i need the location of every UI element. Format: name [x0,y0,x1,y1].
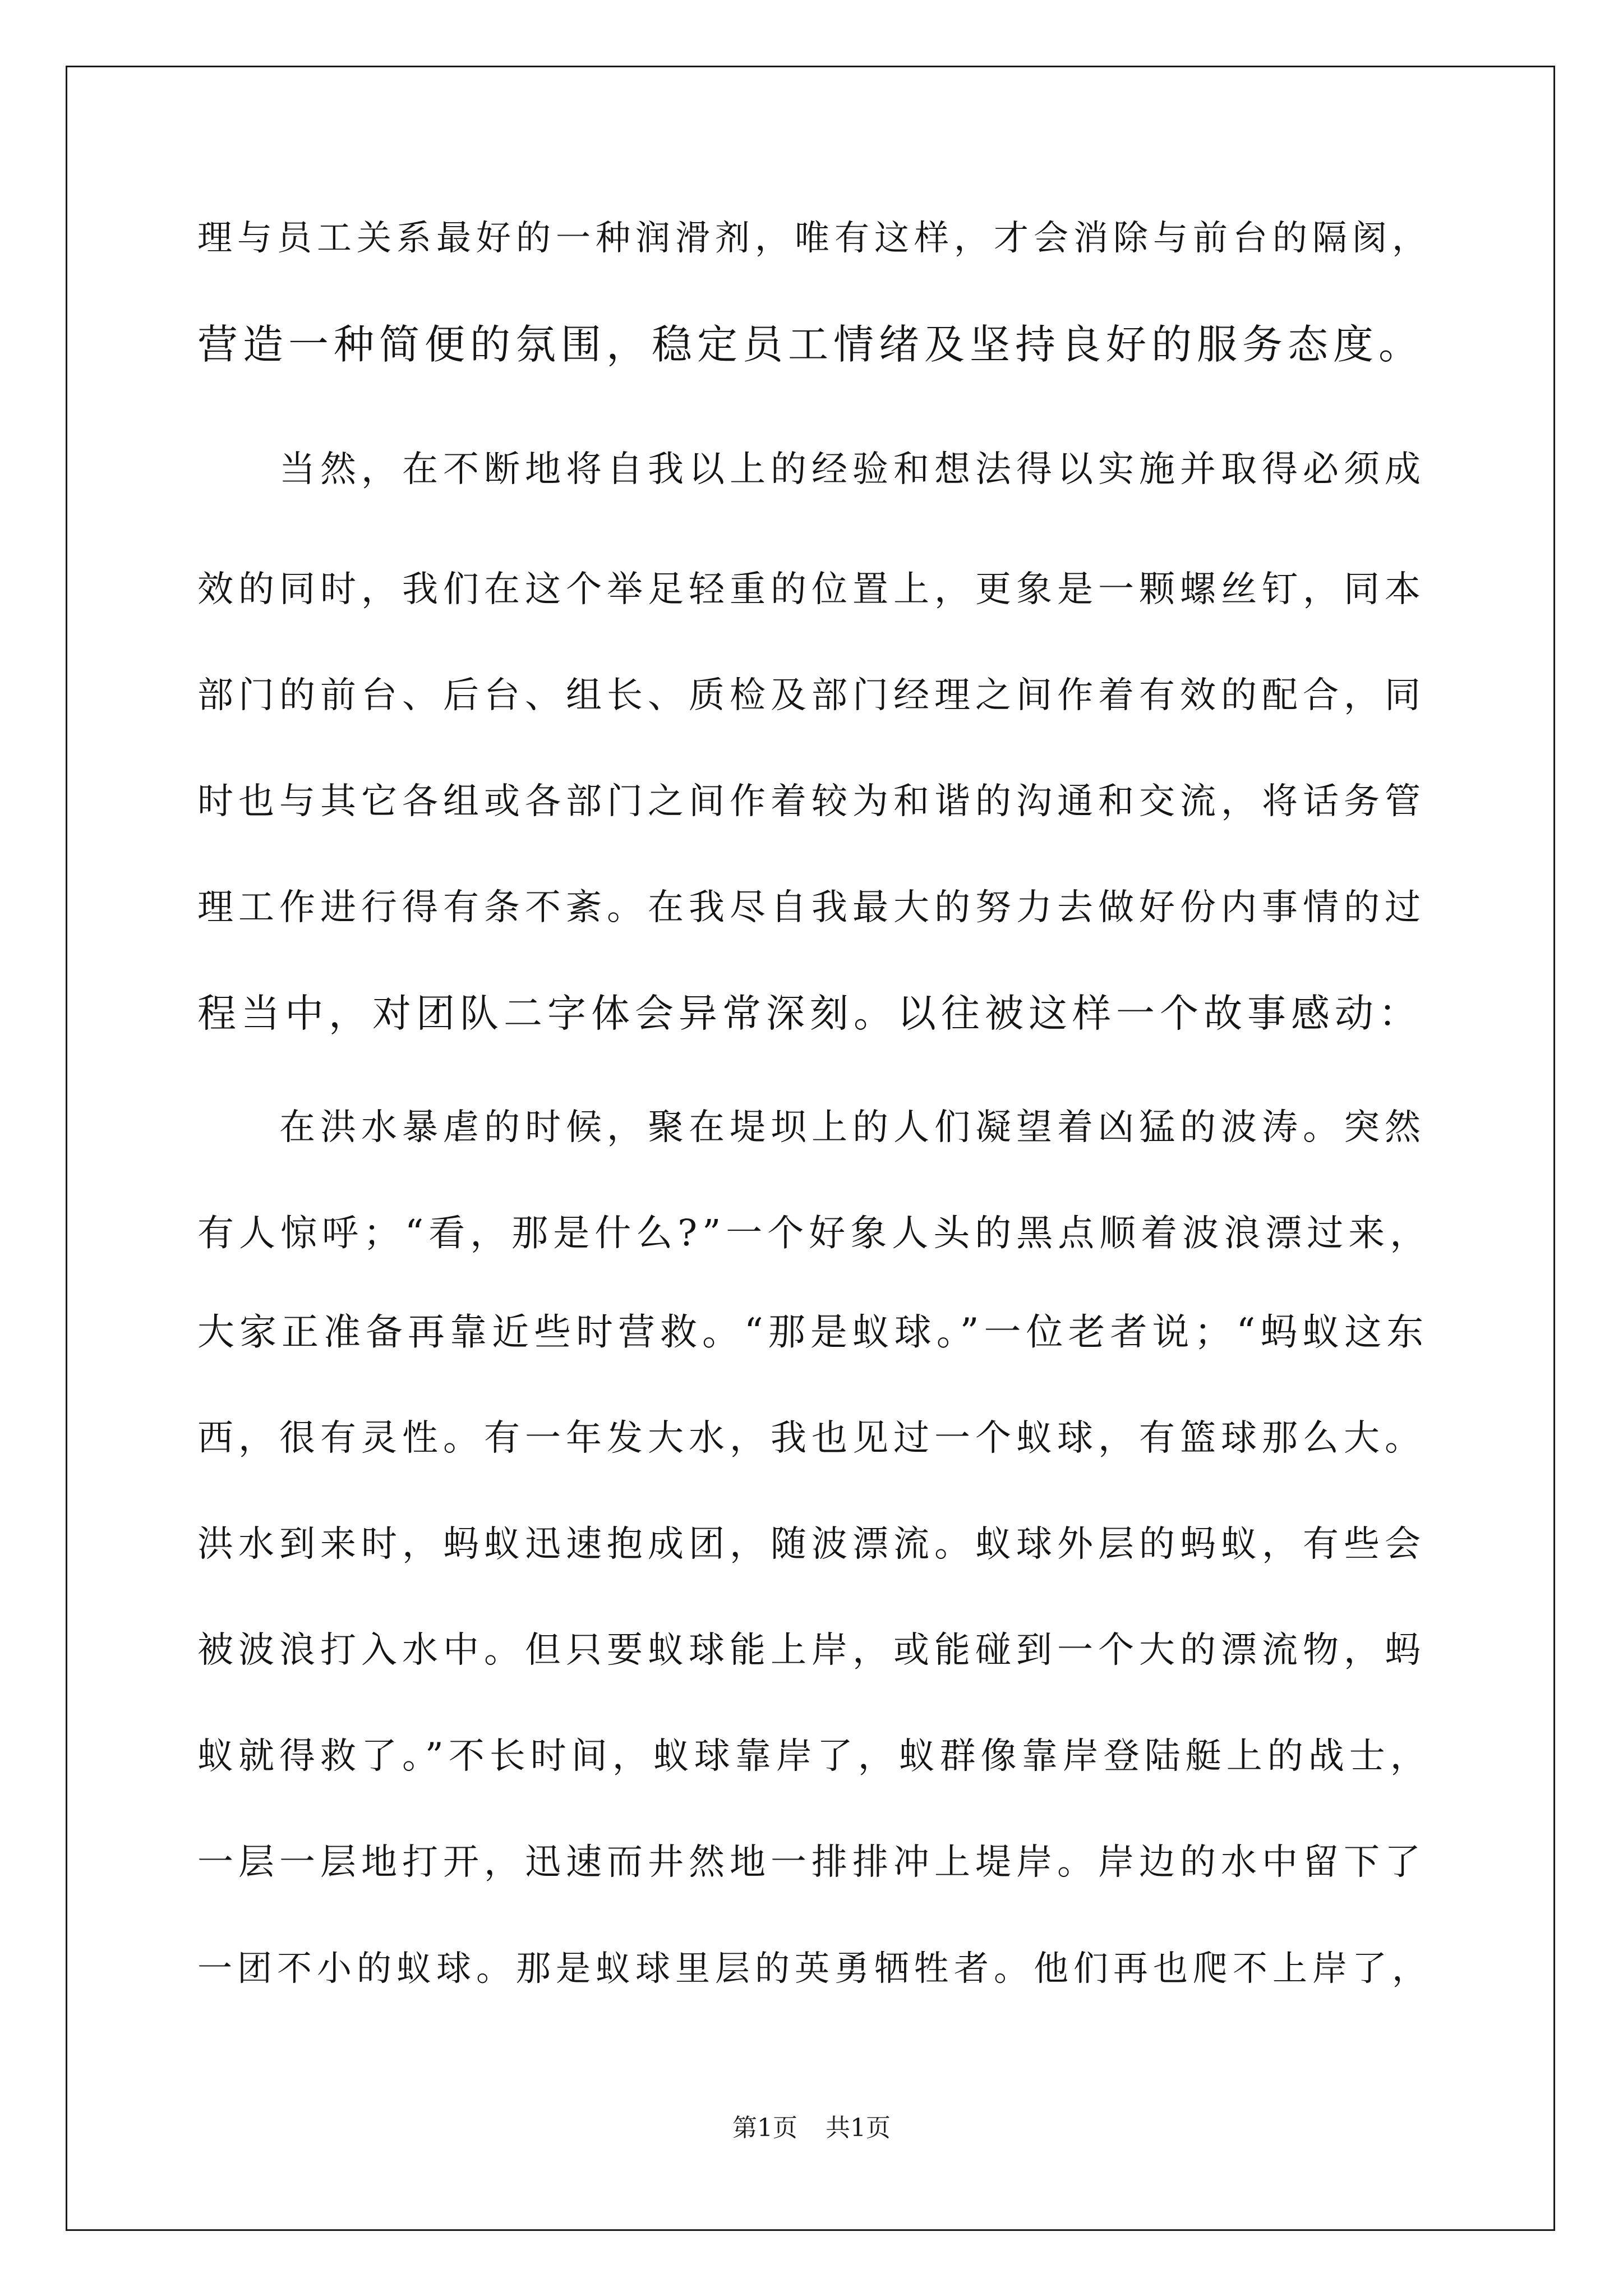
page-total: 共1页 [826,2114,891,2142]
text-line: 营造一种简便的氛围，稳定员工情绪及坚持良好的服务态度。 [197,321,1424,368]
page-number: 第1页 [732,2114,797,2142]
text-line: 一团不小的蚁球。那是蚁球里层的英勇牺牲者。他们再也爬不上岸了， [197,1948,1432,1989]
text-line: 蚁就得救了。”不长时间，蚁球靠岸了，蚁群像靠岸登陆艇上的战士， [197,1736,1431,1777]
text-line: 有人惊呼；“看，那是什么?”一个好象人头的黑点顺着波浪漂过来， [197,1212,1432,1254]
text-line: 当然，在不断地将自我以上的经验和想法得以实施并取得必须成 [197,449,1426,490]
text-line: 程当中，对团队二字体会异常深刻。以往被这样一个故事感动： [197,991,1422,1036]
text-line: 理工作进行得有条不紊。在我尽自我最大的努力去做好份内事情的过 [197,887,1426,928]
text-line: 效的同时，我们在这个举足轻重的位置上，更象是一颗螺丝钉，同本 [197,569,1426,610]
text-line: 时也与其它各组或各部门之间作着较为和谐的沟通和交流，将话务管 [197,781,1426,822]
text-line: 部门的前台、后台、组长、质检及部门经理之间作着有效的配合，同 [197,675,1426,716]
text-line: 被波浪打入水中。但只要蚁球能上岸，或能碰到一个大的漂流物，蚂 [197,1630,1426,1671]
page-footer [0,2113,1623,2144]
text-line: 西，很有灵性。有一年发大水，我也见过一个蚁球，有篮球那么大。 [197,1418,1426,1459]
text-line: 洪水到来时，蚂蚁迅速抱成团，随波漂流。蚁球外层的蚂蚁，有些会 [197,1524,1426,1565]
text-line: 理与员工关系最好的一种润滑剂，唯有这样，才会消除与前台的隔阂， [197,217,1432,258]
text-line: 一层一层地打开，迅速而井然地一排排冲上堤岸。岸边的水中留下了 [197,1842,1426,1883]
text-line: 在洪水暴虐的时候，聚在堤坝上的人们凝望着凶猛的波涛。突然 [197,1107,1426,1148]
text-line: 大家正准备再靠近些时营救。“那是蚁球。”一位老者说；“蚂蚁这东 [197,1310,1429,1354]
